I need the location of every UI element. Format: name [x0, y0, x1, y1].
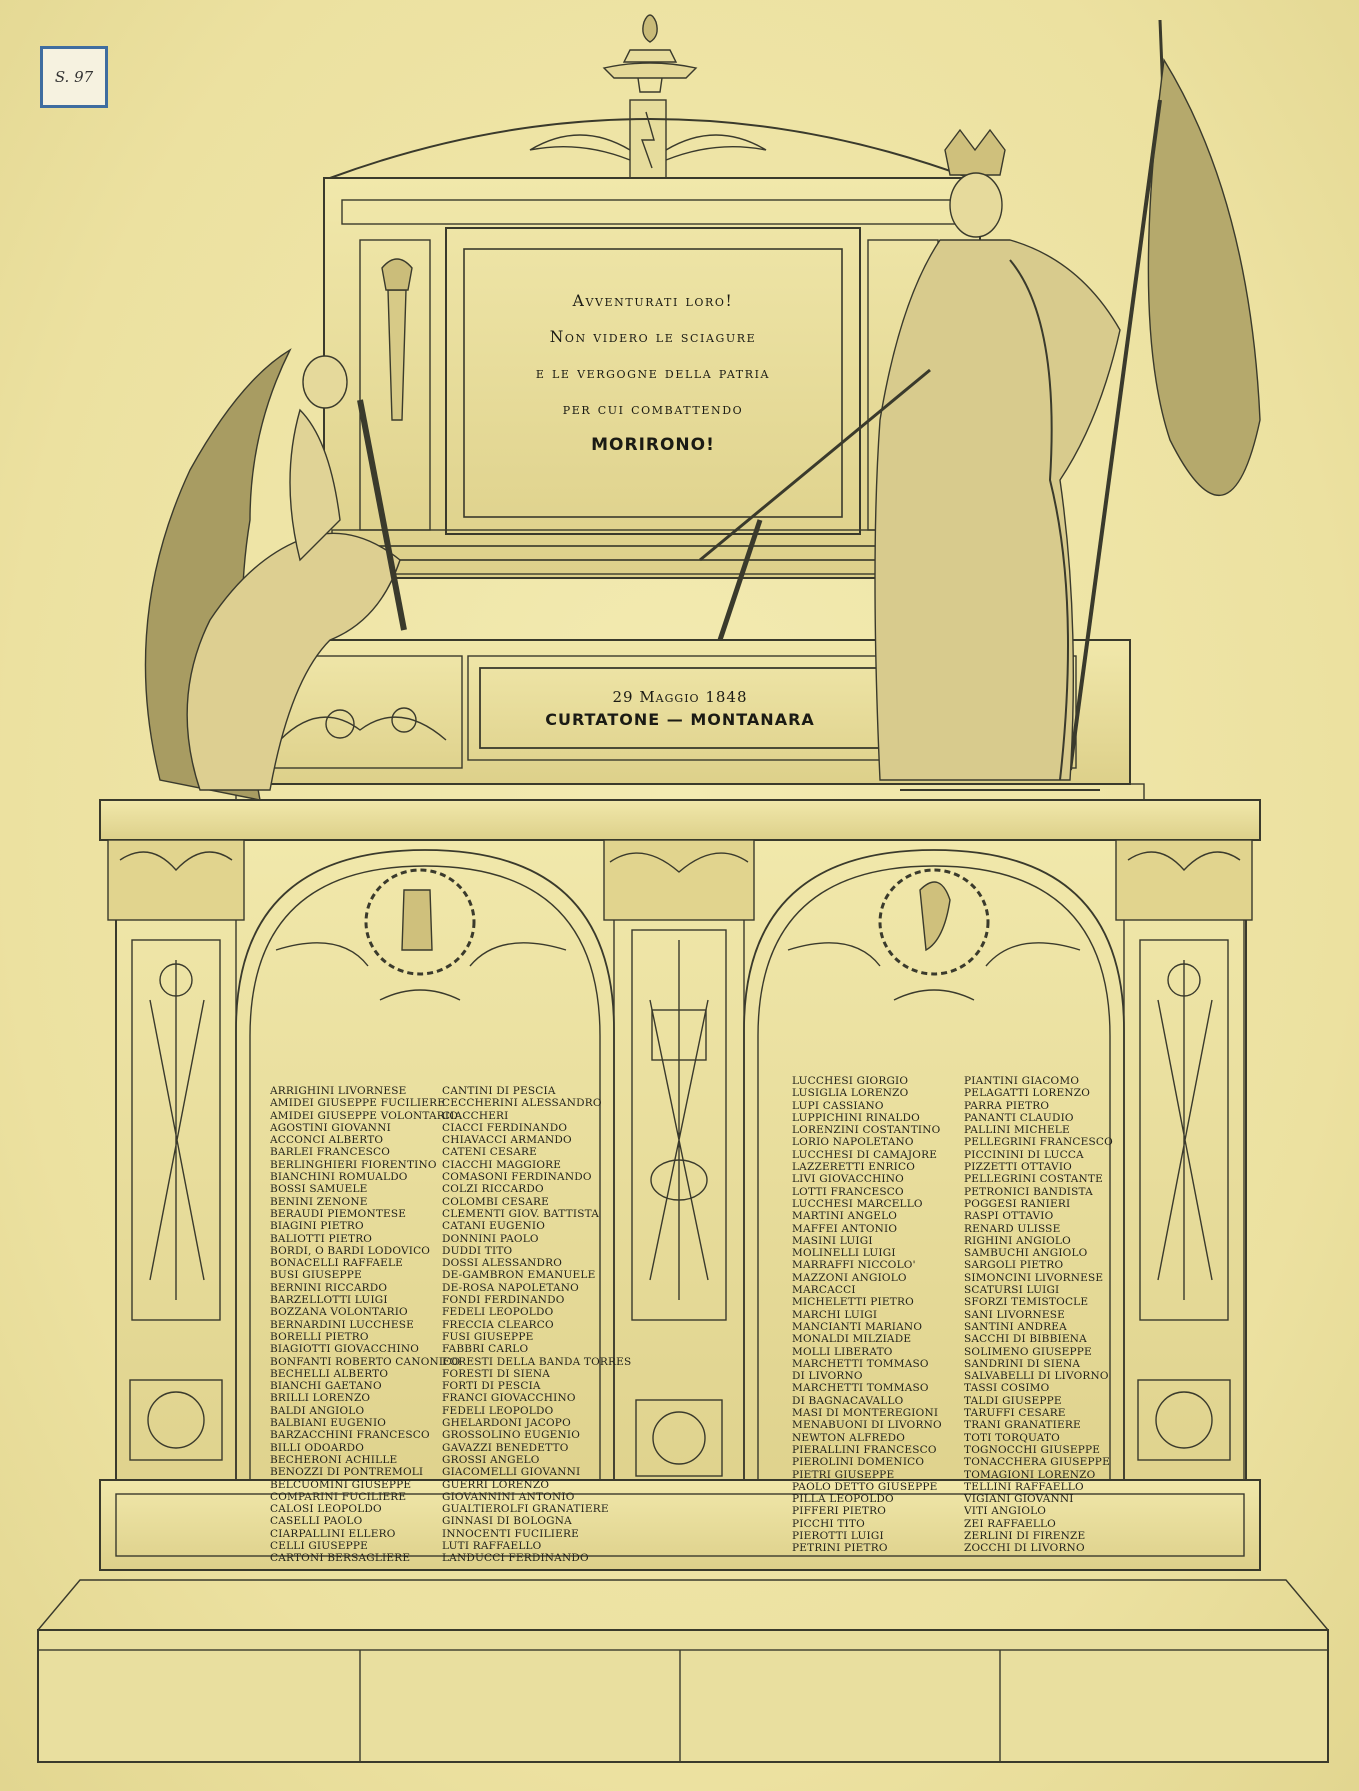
name-entry: CALOSI LEOPOLDO [270, 1503, 382, 1516]
name-entry: PIEROLINI DOMENICO [792, 1456, 925, 1469]
name-entry: PIEROTTI LUIGI [792, 1529, 884, 1542]
stamp-text: S. 97 [54, 68, 94, 86]
name-entry: COLOMBI CESARE [442, 1195, 550, 1208]
name-entry: LIVI GIOVACCHINO [792, 1173, 904, 1186]
name-entry: SOLIMENO GIUSEPPE [964, 1345, 1092, 1358]
name-entry: MARCHETTI TOMMASO [792, 1382, 929, 1395]
name-entry: SANDRINI DI SIENA [964, 1357, 1081, 1370]
name-entry: TALDI GIUSEPPE [964, 1394, 1062, 1407]
name-entry: BERLINGHIERI FIORENTINO [270, 1158, 437, 1171]
name-entry: BELCUOMINI GIUSEPPE [270, 1478, 412, 1491]
name-entry: DE-ROSA NAPOLETANO [442, 1281, 579, 1294]
name-entry: CANTINI DI PESCIA [442, 1085, 556, 1097]
name-entry: TRANI GRANATIERE [964, 1419, 1081, 1432]
name-entry: MICHELETTI PIETRO [792, 1296, 914, 1309]
name-entry: LUTI RAFFAELLO [442, 1539, 542, 1552]
name-entry: TONACCHERA GIUSEPPE [964, 1456, 1110, 1469]
name-entry: TARUFFI CESARE [964, 1407, 1066, 1420]
name-entry: CIARPALLINI ELLERO [270, 1527, 396, 1540]
name-entry: INNOCENTI FUCILIERE [442, 1527, 579, 1540]
name-entry: LORIO NAPOLETANO [792, 1136, 914, 1149]
name-entry: FABBRI CARLO [442, 1343, 529, 1356]
name-entry: PETRINI PIETRO [792, 1542, 888, 1555]
name-entry: PETRONICI BANDISTA [964, 1185, 1093, 1198]
name-entry: CECCHERINI ALESSANDRO [442, 1097, 602, 1110]
name-entry: PALLINI MICHELE [964, 1124, 1070, 1137]
name-entry: GUERRI LORENZO [442, 1478, 550, 1491]
name-entry: CATANI EUGENIO [442, 1220, 546, 1233]
name-entry: GROSSI ANGELO [442, 1453, 540, 1466]
name-entry: BERAUDI PIEMONTESE [270, 1207, 407, 1220]
names-column-2 [442, 1085, 631, 1565]
name-entry: BALBIANI EUGENIO [270, 1417, 387, 1430]
name-entry: LOTTI FRANCESCO [792, 1185, 904, 1198]
name-entry: FRANCI GIOVACCHINO [442, 1392, 576, 1405]
name-entry: BILLI ODOARDO [270, 1441, 365, 1454]
name-entry: FEDELI LEOPOLDO [442, 1306, 554, 1319]
name-entry: CIACCHERI [442, 1109, 509, 1122]
name-entry: PELLEGRINI COSTANTE [964, 1173, 1103, 1186]
name-entry: GIACOMELLI GIOVANNI [442, 1466, 581, 1479]
name-entry: MARCHETTI TOMMASO [792, 1357, 929, 1370]
name-entry: TOMAGIONI LORENZO [964, 1468, 1096, 1481]
name-entry: SANTINI ANDREA [964, 1320, 1067, 1333]
name-entry: BORDI, O BARDI LODOVICO [270, 1244, 431, 1257]
name-entry: VITI ANGIOLO [964, 1505, 1047, 1518]
name-entry: MASI DI MONTEREGIONI [792, 1407, 939, 1420]
lamp-ornament [604, 15, 696, 92]
name-entry: CASELLI PAOLO [270, 1515, 363, 1528]
name-entry: MAFFEI ANTONIO [792, 1222, 898, 1235]
name-entry: TASSI COSIMO [964, 1382, 1050, 1395]
name-entry: MARCHI LUIGI [792, 1308, 878, 1321]
name-entry: BENINI ZENONE [270, 1195, 368, 1208]
name-entry: SIMONCINI LIVORNESE [964, 1271, 1104, 1284]
name-entry: RASPI OTTAVIO [964, 1210, 1054, 1223]
name-entry: MENABUONI DI LIVORNO [792, 1419, 942, 1432]
name-entry: BOZZANA VOLONTARIO [270, 1306, 408, 1319]
name-entry: BARLEI FRANCESCO [270, 1146, 391, 1159]
name-entry: LANDUCCI FERDINANDO [442, 1552, 589, 1565]
name-entry: FEDELI LEOPOLDO [442, 1404, 554, 1417]
name-entry: FORTI DI PESCIA [442, 1380, 541, 1393]
name-entry: AMIDEI GIUSEPPE FUCILIERE [270, 1097, 446, 1110]
name-entry: SACCHI DI BIBBIENA [964, 1333, 1087, 1346]
name-entry: AMIDEI GIUSEPPE VOLONTARIO [270, 1109, 459, 1122]
name-entry: PIERALLINI FRANCESCO [792, 1443, 937, 1456]
epitaph-line: e le vergogne della patria [535, 364, 771, 382]
name-entry: DI LIVORNO [792, 1370, 863, 1383]
name-entry: LUCCHESI GIORGIO [792, 1075, 909, 1087]
epitaph-line: Avventurati loro! [572, 292, 734, 310]
name-entry: MARTINI ANGELO [792, 1210, 898, 1223]
name-entry: BALIOTTI PIETRO [270, 1232, 373, 1245]
name-entry: VIGIANI GIOVANNI [964, 1493, 1074, 1506]
name-entry: POGGESI RANIERI [964, 1197, 1071, 1210]
name-entry: DI BAGNACAVALLO [792, 1394, 904, 1407]
name-entry: BALDI ANGIOLO [270, 1404, 365, 1417]
name-entry: BIAGINI PIETRO [270, 1220, 364, 1233]
name-entry: CARTONI BERSAGLIERE [270, 1552, 411, 1565]
name-entry: GAVAZZI BENEDETTO [442, 1441, 569, 1454]
name-entry: BARZELLOTTI LUIGI [270, 1294, 388, 1307]
name-entry: BECHERONI ACHILLE [270, 1453, 398, 1466]
name-entry: BONACELLI RAFFAELE [270, 1257, 404, 1270]
name-entry: TOTI TORQUATO [964, 1431, 1060, 1444]
names-column-3 [792, 1075, 942, 1555]
name-entry: DONNINI PAOLO [442, 1232, 539, 1245]
name-entry: MARRAFFI NICCOLO' [792, 1259, 916, 1272]
winged-thunderbolt-emblem [530, 100, 766, 180]
name-entry: MAZZONI ANGIOLO [792, 1271, 907, 1284]
name-entry: ZERLINI DI FIRENZE [964, 1529, 1086, 1542]
name-entry: BONFANTI ROBERTO CANONICO [270, 1355, 461, 1368]
name-entry: PANANTI CLAUDIO [964, 1111, 1074, 1124]
name-entry: COLZI RICCARDO [442, 1183, 544, 1196]
name-entry: PICCHI TITO [792, 1517, 865, 1530]
name-entry: BIAGIOTTI GIOVACCHINO [270, 1343, 420, 1356]
epitaph-line: per cui combattendo [562, 400, 744, 418]
name-entry: AGOSTINI GIOVANNI [270, 1121, 391, 1134]
epitaph-final: MORIRONO! [591, 435, 715, 455]
name-entry: LAZZERETTI ENRICO [792, 1161, 916, 1174]
name-entry: NEWTON ALFREDO [792, 1431, 906, 1444]
name-entry: LORENZINI COSTANTINO [792, 1124, 941, 1137]
name-entry: COMPARINI FUCILIERE [270, 1490, 407, 1503]
name-entry: LUPI CASSIANO [792, 1099, 884, 1112]
epitaph-text [464, 249, 842, 517]
name-entry: PELAGATTI LORENZO [964, 1087, 1091, 1100]
epitaph-line: Non videro le sciagure [549, 328, 757, 346]
name-entry: SFORZI TEMISTOCLE [964, 1296, 1089, 1309]
battle-place: CURTATONE — MONTANARA [545, 710, 815, 729]
name-entry: CIACCHI MAGGIORE [442, 1158, 562, 1171]
name-entry: DOSSI ALESSANDRO [442, 1257, 563, 1270]
battle-inscription [480, 668, 880, 748]
name-entry: BORELLI PIETRO [270, 1330, 369, 1343]
name-entry: PELLEGRINI FRANCESCO [964, 1136, 1113, 1149]
name-entry: CIACCI FERDINANDO [442, 1121, 568, 1134]
name-entry: ARRIGHINI LIVORNESE [270, 1085, 407, 1097]
name-entry: PIZZETTI OTTAVIO [964, 1161, 1072, 1174]
name-entry: FONDI FERDINANDO [442, 1294, 565, 1307]
name-entry: BARZACCHINI FRANCESCO [270, 1429, 430, 1442]
name-entry: CHIAVACCI ARMANDO [442, 1134, 572, 1147]
name-entry: PILLA LEOPOLDO [792, 1493, 894, 1506]
name-entry: CLEMENTI GIOV. BATTISTA [442, 1207, 600, 1220]
battle-date: 29 Maggio 1848 [612, 688, 748, 706]
name-entry: SANI LIVORNESE [964, 1308, 1065, 1321]
name-entry: CELLI GIUSEPPE [270, 1539, 368, 1552]
name-entry: ZOCCHI DI LIVORNO [964, 1542, 1085, 1555]
name-entry: LUCCHESI MARCELLO [792, 1197, 923, 1210]
name-entry: BOSSI SAMUELE [270, 1183, 368, 1196]
name-entry: LUPPICHINI RINALDO [792, 1111, 920, 1124]
name-entry: BUSI GIUSEPPE [270, 1269, 362, 1282]
name-entry: MARCACCI [792, 1284, 856, 1297]
name-entry: PICCININI DI LUCCA [964, 1148, 1084, 1161]
name-entry: MOLINELLI LUIGI [792, 1247, 896, 1260]
name-entry: GINNASI DI BOLOGNA [442, 1515, 572, 1528]
name-entry: SARGOLI PIETRO [964, 1259, 1064, 1272]
name-entry: PAOLO DETTO GIUSEPPE [792, 1480, 938, 1493]
name-entry: RIGHINI ANGIOLO [964, 1234, 1071, 1247]
name-entry: PIFFERI PIETRO [792, 1505, 887, 1518]
name-entry: SALVABELLI DI LIVORNO [964, 1370, 1109, 1383]
name-entry: ZEI RAFFAELLO [964, 1517, 1056, 1530]
name-entry: SCATURSI LUIGI [964, 1284, 1060, 1297]
name-entry: FORESTI DI SIENA [442, 1367, 551, 1380]
name-entry: LUSIGLIA LORENZO [792, 1087, 909, 1100]
name-entry: PIETRI GIUSEPPE [792, 1468, 895, 1481]
name-entry: LUCCHESI DI CAMAJORE [792, 1148, 938, 1161]
name-entry: BENOZZI DI PONTREMOLI [270, 1466, 424, 1479]
archive-stamp [40, 46, 108, 108]
name-entry: SAMBUCHI ANGIOLO [964, 1247, 1088, 1260]
name-entry: BECHELLI ALBERTO [270, 1367, 389, 1380]
name-entry: DUDDI TITO [442, 1244, 513, 1257]
name-entry: PARRA PIETRO [964, 1099, 1050, 1112]
name-entry: FRECCIA CLEARCO [442, 1318, 554, 1331]
name-entry: BIANCHINI ROMUALDO [270, 1171, 408, 1184]
name-entry: MASINI LUIGI [792, 1234, 873, 1247]
name-entry: CATENI CESARE [442, 1146, 538, 1159]
name-entry: RENARD ULISSE [964, 1222, 1061, 1235]
name-entry: TOGNOCCHI GIUSEPPE [964, 1443, 1101, 1456]
name-entry: TELLINI RAFFAELLO [964, 1480, 1084, 1493]
name-entry: BIANCHI GAETANO [270, 1380, 382, 1393]
name-entry: COMASONI FERDINANDO [442, 1171, 592, 1184]
names-column-1 [270, 1085, 460, 1565]
name-entry: FUSI GIUSEPPE [442, 1330, 534, 1343]
name-entry: DE-GAMBRON EMANUELE [442, 1269, 596, 1282]
name-entry: GIOVANNINI ANTONIO [442, 1490, 575, 1503]
name-entry: FORESTI DELLA BANDA TORRES [442, 1355, 632, 1368]
name-entry: MANCIANTI MARIANO [792, 1320, 923, 1333]
name-entry: GHELARDONI JACOPO [442, 1417, 571, 1430]
name-entry: GUALTIEROLFI GRANATIERE [442, 1503, 609, 1516]
name-entry: PIANTINI GIACOMO [964, 1075, 1080, 1087]
names-column-4 [964, 1075, 1113, 1555]
name-entry: BRILLI LORENZO [270, 1392, 371, 1405]
name-entry: GROSSOLINO EUGENIO [442, 1429, 581, 1442]
name-entry: ACCONCI ALBERTO [270, 1134, 384, 1147]
name-entry: MONALDI MILZIADE [792, 1333, 912, 1346]
name-entry: BERNINI RICCARDO [270, 1281, 388, 1294]
name-entry: BERNARDINI LUCCHESE [270, 1318, 414, 1331]
name-entry: MOLLI LIBERATO [792, 1345, 893, 1358]
